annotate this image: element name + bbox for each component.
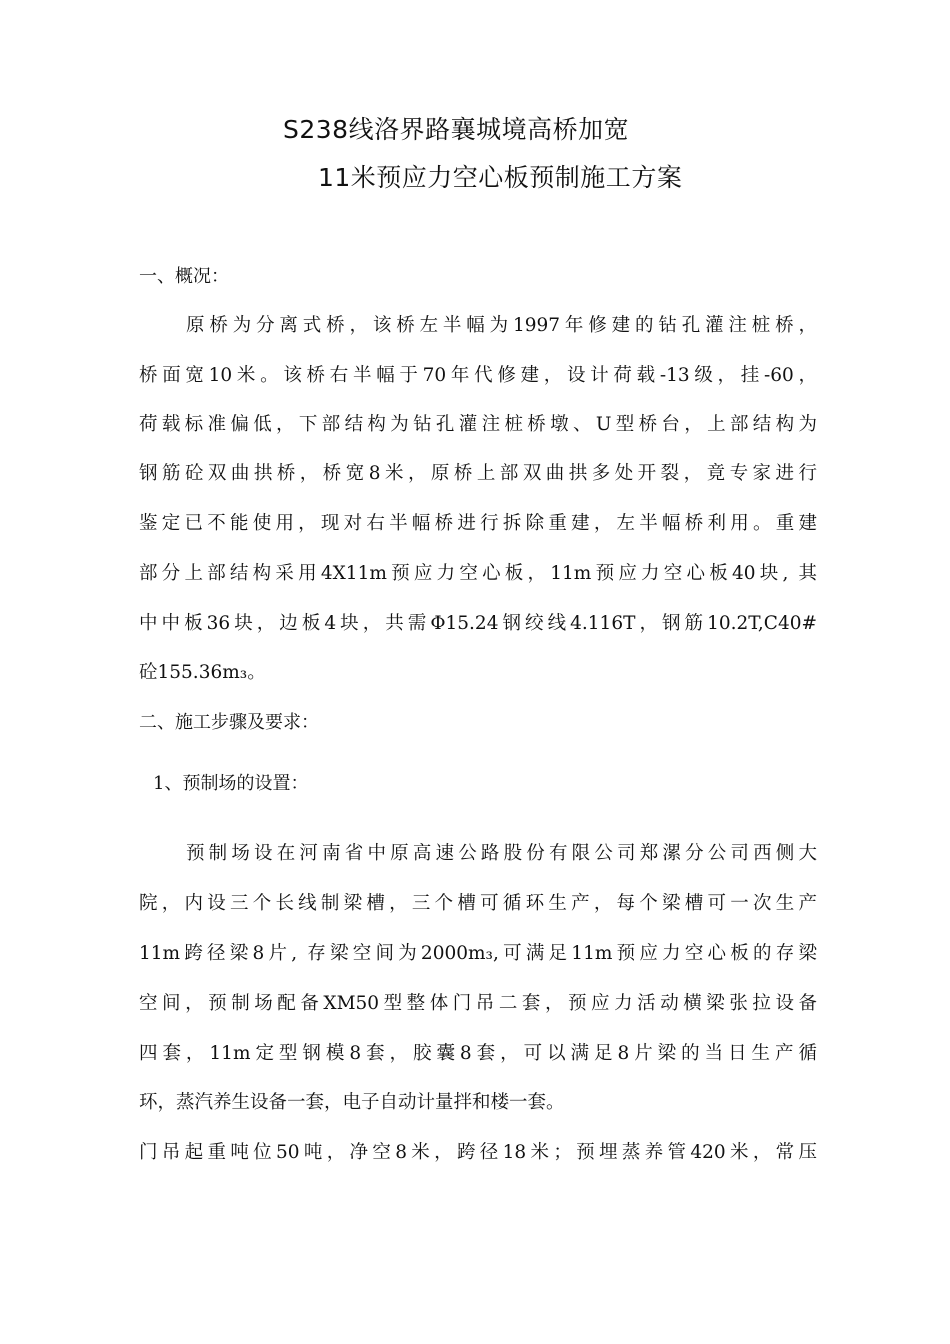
document-title-line-1: S238线洛界路襄城境高桥加宽 [283, 115, 630, 144]
paragraph-line: 11m跨径梁8片, 存梁空间为2000m₃,可满足11m预应力空心板的存梁 [139, 943, 817, 964]
paragraph-line: 部分上部结构采用4X11m预应力空心板，11m预应力空心板40块, 其 [139, 563, 817, 584]
paragraph-line: 钢筋砼双曲拱桥，桥宽8米，原桥上部双曲拱多处开裂，竟专家进行 [139, 463, 817, 484]
paragraph-line: 预制场设在河南省中原高速公路股份有限公司郑漯分公司西侧大 [186, 843, 817, 864]
paragraph-line: 桥面宽10米。该桥右半幅于70年代修建，设计荷载-13级，挂-60， [139, 365, 817, 386]
document-title-line-2: 11米预应力空心板预制施工方案 [318, 163, 683, 192]
paragraph-line: 环，蒸汽养生设备一套，电子自动计量拌和楼一套。 [139, 1092, 565, 1113]
section-2-heading: 二、施工步骤及要求： [139, 712, 319, 733]
section-2-sub-heading: 1、预制场的设置： [153, 773, 309, 794]
paragraph-line: 院，内设三个长线制梁槽，三个槽可循环生产，每个梁槽可一次生产 [139, 893, 817, 914]
section-1-heading: 一、概况： [139, 266, 229, 287]
paragraph-line: 空间，预制场配备XM50型整体门吊二套，预应力活动横梁张拉设备 [139, 993, 817, 1014]
paragraph-line: 门吊起重吨位50吨，净空8米，跨径18米；预埋蒸养管420米，常压 [139, 1142, 817, 1163]
paragraph-line: 鉴定已不能使用，现对右半幅桥进行拆除重建，左半幅桥利用。重建 [139, 513, 817, 534]
paragraph-line: 荷载标准偏低，下部结构为钻孔灌注桩桥墩、U型桥台，上部结构为 [139, 414, 817, 435]
paragraph-line: 原桥为分离式桥，该桥左半幅为1997年修建的钻孔灌注桩桥， [186, 315, 817, 336]
paragraph-line: 砼155.36m₃。 [139, 662, 266, 683]
paragraph-line: 中中板36块，边板4块，共需Φ15.24钢绞线4.116T，钢筋10.2T,C40# [139, 613, 817, 634]
paragraph-line: 四套，11m定型钢模8套，胶囊8套，可以满足8片梁的当日生产循 [139, 1043, 817, 1064]
